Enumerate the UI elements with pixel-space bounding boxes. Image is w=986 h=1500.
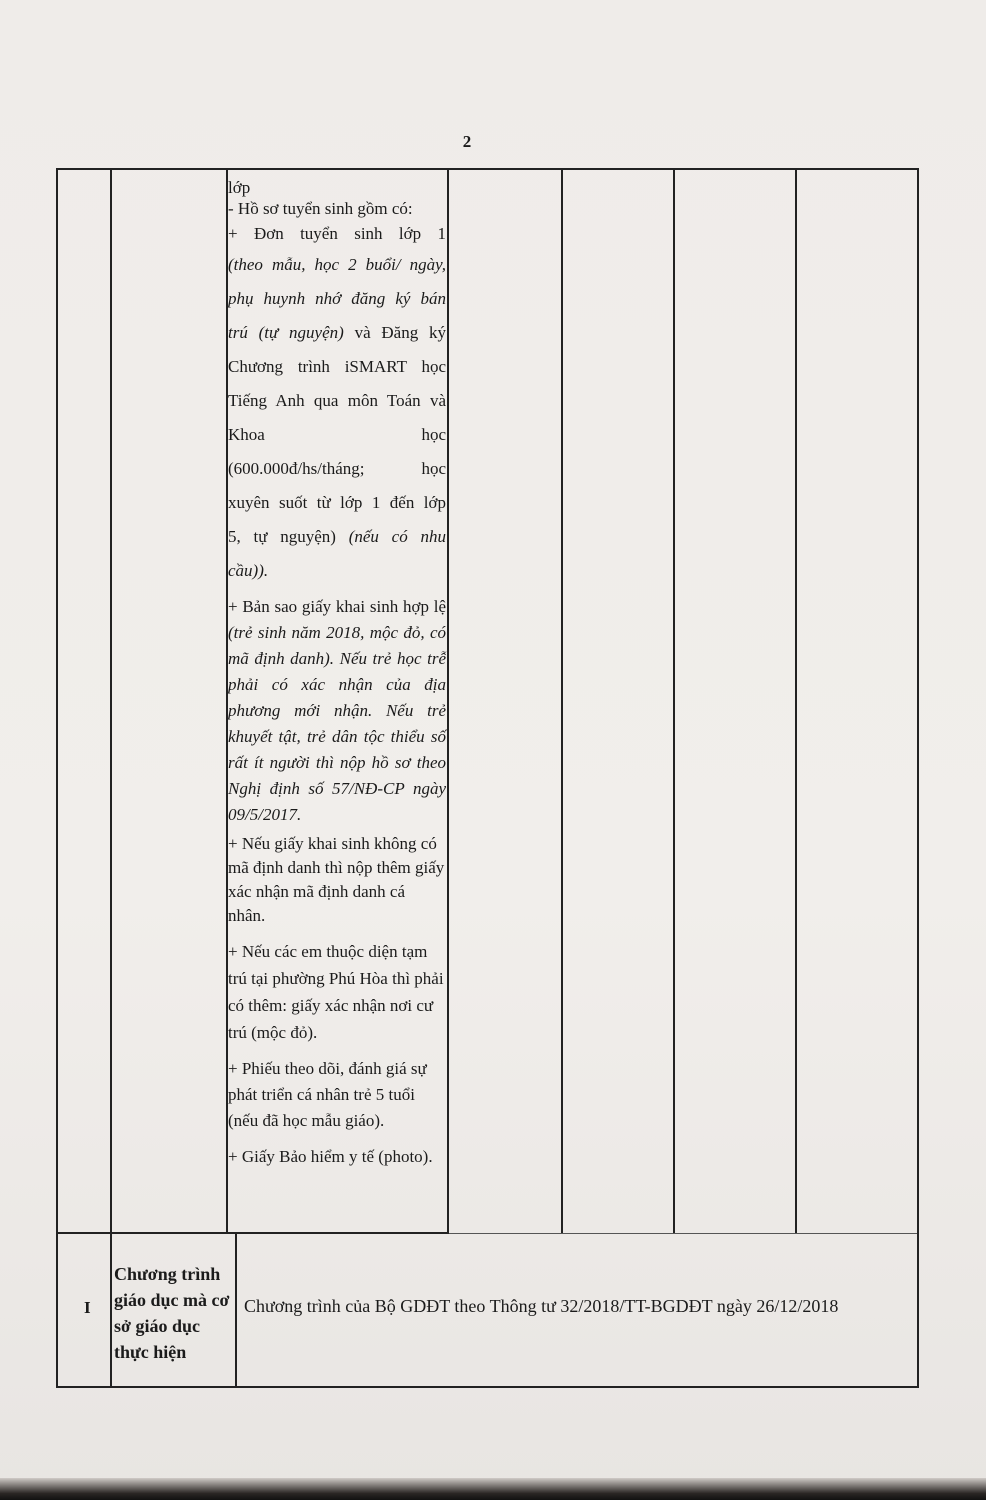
- form-note-line-9: 5, tự nguyện) (nếu có nhu: [228, 527, 446, 546]
- row-title: Chương trình giáo dục mà cơ sở giáo dục thực hiện: [114, 1264, 230, 1362]
- form-note-line-3: trú (tự nguyện) và Đăng ký: [228, 323, 447, 342]
- form-note-line-6: Khoa học: [228, 425, 446, 444]
- health-insurance-item: + Giấy Bảo hiểm y tế (photo).: [228, 1147, 433, 1166]
- form-note-line-2: phụ huynh nhớ đăng ký bán: [228, 289, 446, 308]
- form-note-line-1: (theo mẫu, học 2 buổi/ ngày,: [228, 255, 446, 274]
- form-note-line-10: cầu)).: [228, 561, 269, 580]
- tracking-sheet-item: + Phiếu theo dõi, đánh giá sự phát triển cá nhân trẻ 5 tuổi (nếu đã học mẫu giáo).: [228, 1059, 427, 1130]
- row-content: Chương trình của Bộ GDĐT theo Thông tư 32/2018/TT-BGDĐT ngày 26/12/2018: [244, 1296, 839, 1316]
- residence-item: + Nếu các em thuộc diện tạm trú tại phường Phú Hòa thì phải có thêm: giấy xác nhận nơi cư trú (mộc đỏ).: [228, 942, 444, 1042]
- birth-certificate-item: + Bản sao giấy khai sinh hợp lệ (trẻ sinh năm 2018, mộc đỏ, có mã định danh). Nếu trẻ học trễ phải có xác nhận của địa phương mới nhận. Nếu trẻ khuyết tật, trẻ dân tộc thiểu số rất ít người thì nộp hồ sơ theo Nghị định số 57/NĐ-CP ngày 09/5/2017.: [228, 597, 447, 824]
- form-note-line-4: Chương trình iSMART học: [228, 357, 446, 376]
- row-index: I: [84, 1298, 91, 1317]
- scan-bottom-edge: [0, 1478, 986, 1500]
- form-note-line-7: (600.000đ/hs/tháng; học: [228, 459, 446, 478]
- form-note-line-5: Tiếng Anh qua môn Toán và: [228, 391, 446, 410]
- page-number: 2: [462, 132, 472, 151]
- id-code-item: + Nếu giấy khai sinh không có mã định danh thì nộp thêm giấy xác nhận mã định danh cá nhân.: [228, 834, 445, 925]
- form-note-line-8: xuyên suốt từ lớp 1 đến lớp: [228, 493, 446, 512]
- continuation-text: lớp: [228, 178, 251, 197]
- admission-documents-cell: [228, 178, 446, 1170]
- form-item: + Đơn tuyển sinh lớp 1: [228, 224, 446, 243]
- docs-heading: - Hồ sơ tuyển sinh gồm có:: [228, 199, 413, 218]
